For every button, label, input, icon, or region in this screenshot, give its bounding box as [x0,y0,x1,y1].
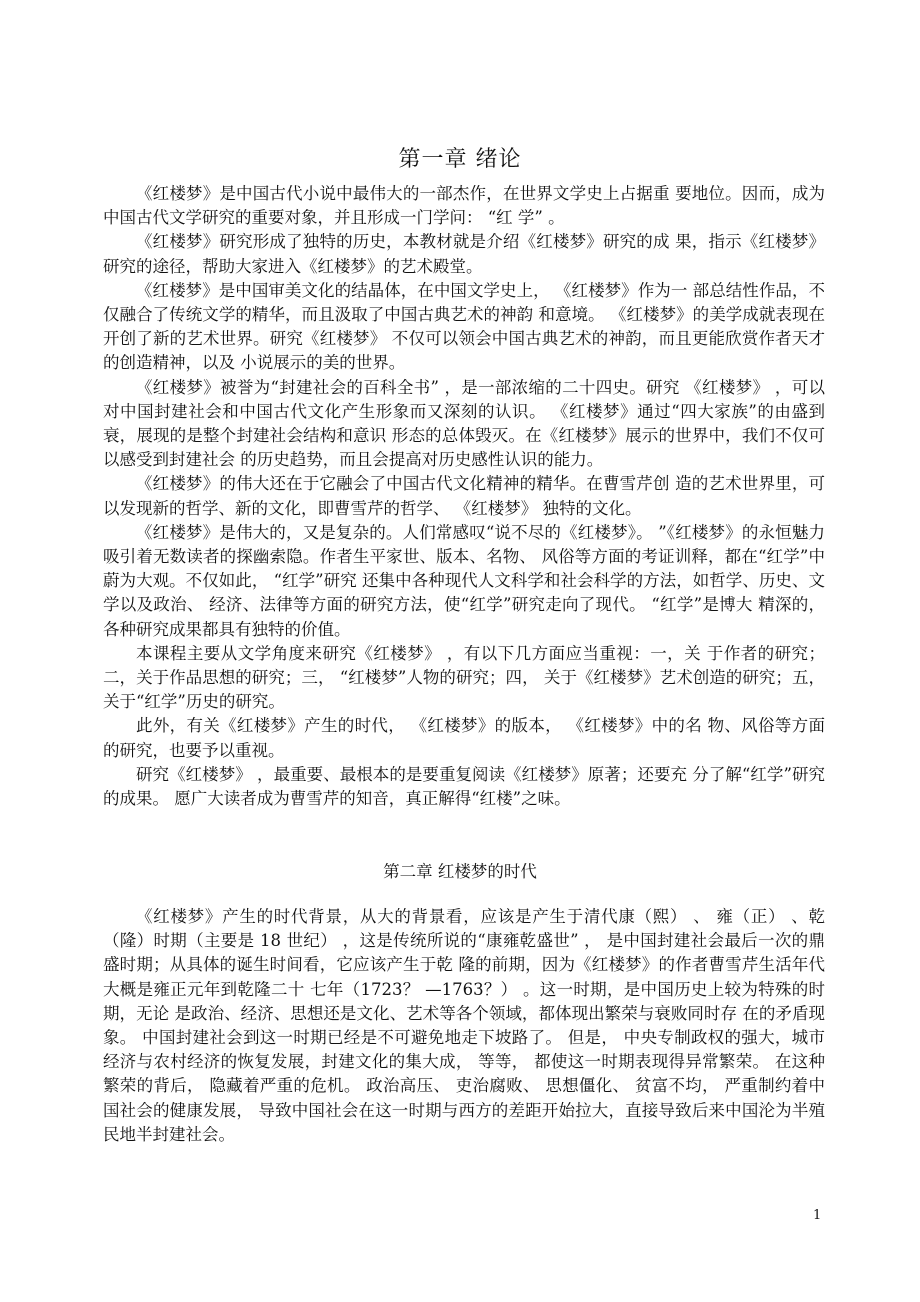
paragraph: 《红楼梦》产生的时代背景，从大的背景看，应该是产生于清代康（熙） 、 雍（正） 、乾（隆）时期（主要是 18 世纪） ，这是传统所说的“康雍乾盛世” ， 是中国封建社会最后一次的鼎盛时期；从具体的诞生时间看，它应该产生于乾 隆的前期，因为《红楼梦》的作者曹雪芹生活年代大概是雍正元年到乾隆二十 七年（1723？ —1763？） 。这一时期，是中国历史上较为特殊的时期，无论 是政治、经济、思想还是文化、艺术等各个领域，都体现出繁荣与衰败同时存 在的矛盾现象。 中国封建社会到这一时期已经是不可避免地走下坡路了。 但是， 中央专制政权的强大，城市经济与农村经济的恢复发展，封建文化的集大成， 等等， 都使这一时期表现得异常繁荣。 在这种繁荣的背后， 隐藏着严重的危机。 政治高压、 吏治腐败、 思想僵化、 贫富不均， 严重制约着中国社会的健康发展， 导致中国社会在这一时期与西方的差距开始拉大，直接导致后来中国沦为半殖 民地半封建社会。 [103,907,825,1144]
paragraph: 《红楼梦》被誉为“封建社会的百科全书” ，是一部浓缩的二十四史。研究 《红楼梦》 ，可以对中国封建社会和中国古代文化产生形象而又深刻的认识。 《红楼梦》通过“四大家族”的由盛到衰，展现的是整个封建社会结构和意识 形态的总体毁灭。在《红楼梦》展示的世界中，我们不仅可以感受到封建社会 的历史趋势，而且会提高对历史感性认识的能力。 [103,377,825,470]
paragraph: 《红楼梦》是中国古代小说中最伟大的一部杰作，在世界文学史上占据重 要地位。因而，成为中国古代文学研究的重要对象，并且形成一门学问： “红 学” 。 [103,184,825,228]
paragraph: 本课程主要从文学角度来研究《红楼梦》 ，有以下几方面应当重视：一，关 于作者的研究；二，关于作品思想的研究；三， “红楼梦”人物的研究；四， 关于《红楼梦》艺术创造的研究；五，关于“红学”历史的研究。 [103,643,825,712]
paragraph: 《红楼梦》是中国审美文化的结晶体，在中国文学史上， 《红楼梦》作为一 部总结性作品，不仅融合了传统文学的精华，而且汲取了中国古典艺术的神韵 和意境。 《红楼梦》的美学成就表现在开创了新的艺术世界。研究《红楼梦》 不仅可以领会中国古典艺术的神韵，而且更能欣赏作者天才的创造精神，以及 小说展示的美的世界。 [103,280,825,373]
paragraph: 《红楼梦》是伟大的，又是复杂的。人们常感叹“说不尽的《红楼梦》。 ”《红楼梦》的永恒魅力吸引着无数读者的探幽索隐。作者生平家世、版本、名物、 风俗等方面的考证训释，都在“红学”中蔚为大观。不仅如此， “红学”研究 还集中各种现代人文科学和社会科学的方法，如哲学、历史、文学以及政治、 经济、法律等方面的研究方法，使“红学”研究走向了现代。 “红学”是博大 精深的，各种研究成果都具有独特的价值。 [103,522,825,639]
chapter-1-title: 第一章 绪论 [398,147,522,172]
chapter-2-body [103,905,825,1147]
chapter-2-title: 第二章 红楼梦的时代 [383,862,537,881]
paragraph: 《红楼梦》的伟大还在于它融会了中国古代文化精神的精华。在曹雪芹创 造的艺术世界里，可以发现新的哲学、新的文化，即曹雪芹的哲学、 《红楼梦》 独特的文化。 [103,474,825,518]
paragraph: 《红楼梦》研究形成了独特的历史，本教材就是介绍《红楼梦》研究的成 果，指示《红楼梦》研究的途径，帮助大家进入《红楼梦》的艺术殿堂。 [103,232,825,276]
chapter-1-body [103,182,825,811]
paragraph: 此外，有关《红楼梦》产生的时代， 《红楼梦》的版本， 《红楼梦》中的名 物、风俗等方面的研究，也要予以重视。 [103,716,825,760]
page-number: 1 [813,1208,822,1223]
paragraph: 研究《红楼梦》 ，最重要、最根本的是要重复阅读《红楼梦》原著；还要充 分了解“红学”研究的成果。 愿广大读者成为曹雪芹的知音，真正解得“红楼”之味。 [103,764,825,809]
